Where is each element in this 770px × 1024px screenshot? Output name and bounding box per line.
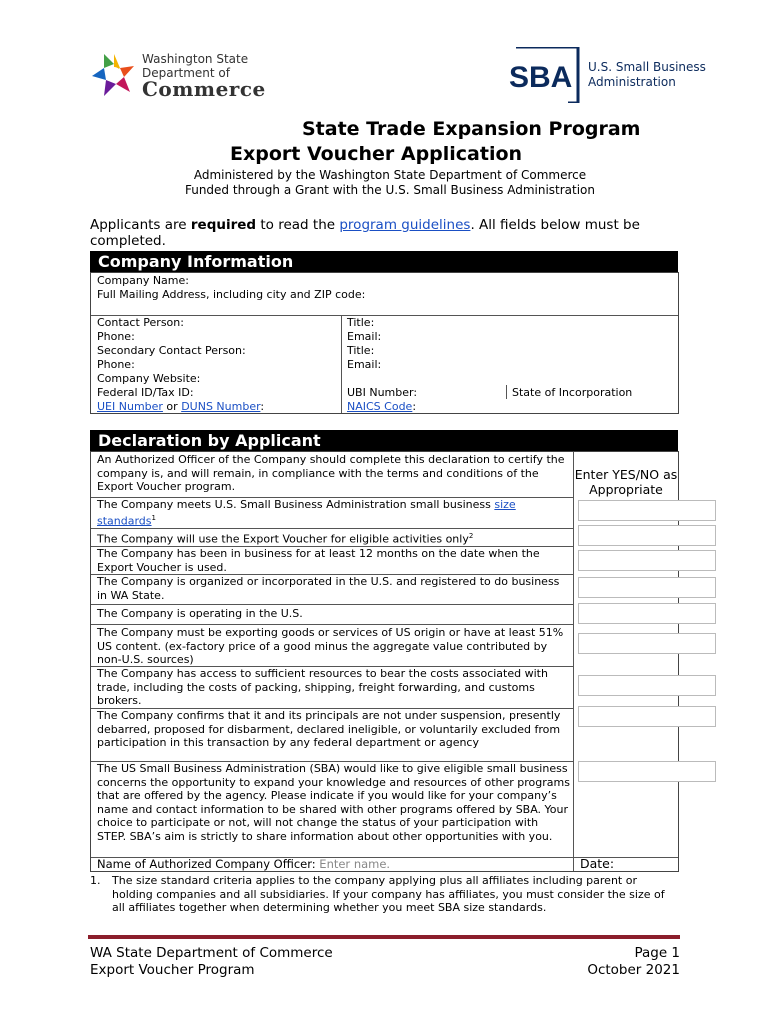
officer-name-input[interactable]: Enter name. bbox=[319, 857, 391, 871]
answer-input-5[interactable] bbox=[578, 603, 716, 624]
item1-text: The Company meets U.S. Small Business Administration small business bbox=[97, 498, 495, 511]
naics-colon: : bbox=[412, 400, 417, 413]
answer-input-7[interactable] bbox=[578, 675, 716, 696]
declaration-item-4: The Company is organized or incorporated in the U.S. and registered to do business in WA State. bbox=[97, 575, 560, 602]
ubi-label: UBI Number: bbox=[347, 386, 418, 399]
address-label: Full Mailing Address, including city and ZIP code: bbox=[97, 288, 366, 301]
phone-label: Phone: bbox=[97, 330, 135, 343]
footnote-text: The size standard criteria applies to the company applying plus all affiliates including parent or holding companies and all subsidiaries. If your company has affiliates, you must consider the size of all affiliates together when determining whether you meet SBA size standards. bbox=[112, 874, 665, 915]
program-guidelines-link[interactable]: program guidelines bbox=[339, 217, 471, 233]
title-label: Title: bbox=[347, 316, 375, 329]
uei-or-text: or bbox=[162, 400, 182, 413]
title2-label: Title: bbox=[347, 344, 375, 357]
answer-input-1[interactable] bbox=[578, 500, 716, 521]
officer-name-label: Name of Authorized Company Officer: bbox=[97, 857, 320, 871]
email-label: Email: bbox=[347, 330, 382, 343]
enter-yes-no-label: Enter YES/NO as Appropriate bbox=[574, 467, 678, 497]
intro-required: required bbox=[190, 217, 257, 233]
subtitle-line2: Funded through a Grant with the U.S. Small Business Administration bbox=[184, 183, 596, 197]
sba-logo-line1: U.S. Small Business bbox=[588, 60, 706, 74]
footer-page-number: Page 1 bbox=[634, 945, 680, 961]
declaration-intro: An Authorized Officer of the Company should complete this declaration to certify the company is, and will remain, in compliance with the terms and conditions of the Export Voucher program. bbox=[97, 453, 565, 494]
secondary-contact-label: Secondary Contact Person: bbox=[97, 344, 246, 357]
website-label: Company Website: bbox=[97, 372, 201, 385]
declaration-item-6: The Company must be exporting goods or services of US origin or have at least 51% US content. (ex-factory price of a good minus the aggregate value contributed by non-U.S. sources) bbox=[97, 626, 564, 667]
company-name-label: Company Name: bbox=[97, 274, 189, 287]
item1-footnote-ref: 1 bbox=[151, 513, 156, 522]
page-title-line2: Export Voucher Application bbox=[230, 143, 523, 165]
uei-duns-label bbox=[97, 400, 264, 414]
declaration-item-7: The Company has access to sufficient resources to bear the costs associated with trade, including the costs of packing, shipping, freight forwarding, and customs brokers. bbox=[97, 667, 548, 708]
svg-text:SBA: SBA bbox=[509, 61, 573, 94]
subtitle-line1: Administered by the Washington State Department of Commerce bbox=[193, 168, 587, 182]
intro-text-before: Applicants are bbox=[90, 217, 191, 233]
wa-commerce-star-icon bbox=[90, 50, 138, 100]
naics-code-link[interactable]: NAICS Code bbox=[347, 400, 413, 413]
page-title-line1: State Trade Expansion Program bbox=[302, 118, 641, 140]
uei-number-link[interactable]: UEI Number bbox=[97, 400, 163, 413]
declaration-item-9: The US Small Business Administration (SBA) would like to give eligible small business concerns the opportunity to expand your knowledge and resources of other programs that are offered by the agency. Please indicate if you would like for your company’s name and contact information to be shared with other programs offered by SBA. Your choice to participate or not, will not change the status of your participation with STEP. SBA’s aim is strictly to share information about other opportunities with you. bbox=[97, 762, 570, 843]
phone2-label: Phone: bbox=[97, 358, 135, 371]
wa-logo-line3: Commerce bbox=[142, 77, 266, 101]
declaration-item-8: The Company confirms that it and its principals are not under suspension, presently debarred, proposed for disbarment, declared ineligible, or voluntarily excluded from participation in this transaction by any federal department or agency bbox=[97, 709, 561, 750]
declaration-item-3: The Company has been in business for at least 12 months on the date when the Export Voucher is used. bbox=[97, 547, 540, 574]
footer-left-line2: Export Voucher Program bbox=[90, 962, 255, 978]
answer-input-4[interactable] bbox=[578, 577, 716, 598]
federal-id-label: Federal ID/Tax ID: bbox=[97, 386, 194, 399]
intro-text-after: . All fields below must be completed. bbox=[90, 217, 640, 249]
size-standards-link[interactable]: size standards bbox=[97, 498, 516, 528]
company-info-heading: Company Information bbox=[90, 251, 678, 272]
intro-text-middle: to read the bbox=[256, 217, 340, 233]
duns-number-link[interactable]: DUNS Number bbox=[181, 400, 261, 413]
declaration-item-5: The Company is operating in the U.S. bbox=[97, 607, 303, 620]
footer-date: October 2021 bbox=[587, 962, 680, 978]
item2-text: The Company will use the Export Voucher for eligible activities only bbox=[97, 532, 469, 546]
sba-mark-icon bbox=[508, 47, 580, 103]
sba-logo-line2: Administration bbox=[588, 75, 676, 89]
date-label: Date: bbox=[580, 856, 615, 871]
footnote-number: 1. bbox=[90, 874, 101, 887]
sba-logo bbox=[508, 47, 708, 103]
declaration-heading: Declaration by Applicant bbox=[90, 430, 678, 451]
answer-input-2[interactable] bbox=[578, 525, 716, 546]
answer-input-8[interactable] bbox=[578, 706, 716, 727]
contact-person-label: Contact Person: bbox=[97, 316, 184, 329]
email2-label: Email: bbox=[347, 358, 382, 371]
declaration-item-2 bbox=[91, 530, 573, 546]
wa-commerce-logo bbox=[90, 50, 266, 102]
officer-name-row bbox=[91, 858, 573, 872]
uei-colon: : bbox=[260, 400, 265, 413]
item2-footnote-ref: 2 bbox=[468, 532, 474, 540]
intro-paragraph bbox=[90, 217, 680, 249]
company-info-table bbox=[90, 272, 679, 414]
state-incorporation-label: State of Incorporation bbox=[512, 386, 633, 399]
footer-divider bbox=[88, 935, 680, 939]
naics-label bbox=[347, 400, 416, 414]
answer-input-6[interactable] bbox=[578, 633, 716, 654]
answer-input-9[interactable] bbox=[578, 761, 716, 782]
footer-left-line1: WA State Department of Commerce bbox=[90, 945, 333, 961]
wa-logo-line2: Department of bbox=[142, 66, 230, 80]
wa-logo-line1: Washington State bbox=[142, 52, 249, 66]
answer-input-3[interactable] bbox=[578, 550, 716, 571]
declaration-item-1 bbox=[91, 498, 573, 528]
